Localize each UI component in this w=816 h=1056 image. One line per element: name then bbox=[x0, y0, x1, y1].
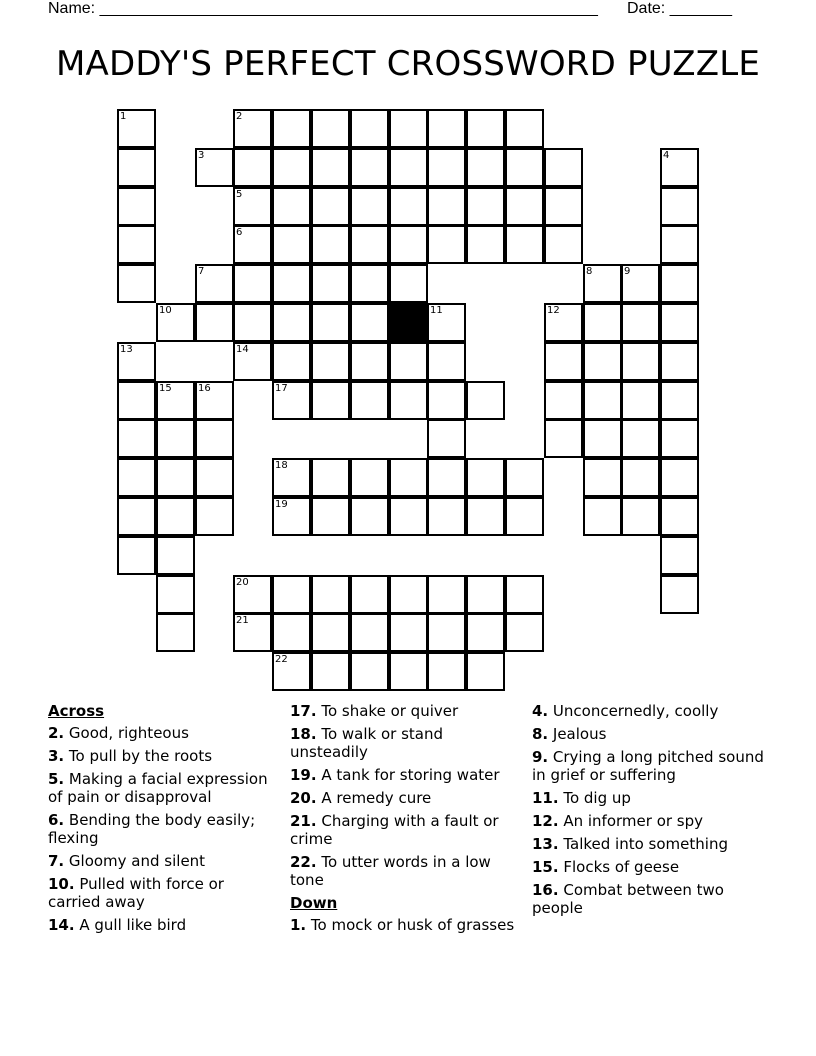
clue-item bbox=[48, 724, 278, 742]
grid-cell[interactable] bbox=[233, 225, 272, 264]
clue-text: Combat between two people bbox=[532, 881, 724, 917]
grid-cell[interactable] bbox=[544, 419, 583, 458]
grid-cell[interactable] bbox=[156, 458, 195, 497]
grid-cell[interactable] bbox=[466, 652, 505, 691]
clue-text: Making a facial expression of pain or disapproval bbox=[48, 770, 268, 806]
grid-cell[interactable] bbox=[660, 187, 699, 226]
grid-cell[interactable] bbox=[233, 342, 272, 381]
clue-text: Unconcernedly, coolly bbox=[548, 702, 719, 720]
clue-text: Jealous bbox=[548, 725, 607, 743]
grid-cell[interactable] bbox=[117, 419, 156, 458]
grid-cell[interactable] bbox=[389, 497, 428, 536]
grid-cell[interactable] bbox=[660, 575, 699, 614]
clue-number: 7 bbox=[198, 266, 205, 277]
grid-cell[interactable] bbox=[621, 497, 660, 536]
grid-cell[interactable] bbox=[621, 342, 660, 381]
clue-number: 22 bbox=[275, 654, 288, 665]
clue-list bbox=[48, 724, 278, 934]
grid-cell[interactable] bbox=[350, 187, 389, 226]
grid-cell[interactable] bbox=[427, 575, 466, 614]
clue-number: 2 bbox=[236, 111, 243, 122]
grid-cell[interactable] bbox=[389, 109, 428, 148]
grid-cell[interactable] bbox=[311, 652, 350, 691]
clue-item bbox=[48, 747, 278, 765]
grid-cell[interactable] bbox=[466, 458, 505, 497]
grid-cell[interactable] bbox=[427, 303, 466, 342]
grid-cell[interactable] bbox=[195, 148, 234, 187]
grid-cell[interactable] bbox=[272, 652, 311, 691]
clue-text: Crying a long pitched sound in grief or suffering bbox=[532, 748, 764, 784]
grid-cell[interactable] bbox=[117, 148, 156, 187]
grid-cell[interactable] bbox=[389, 342, 428, 381]
clue-item bbox=[290, 766, 522, 784]
grid-cell[interactable] bbox=[389, 225, 428, 264]
grid-cell[interactable] bbox=[505, 497, 544, 536]
date-line: Date: _______ bbox=[627, 0, 732, 17]
grid-cell[interactable] bbox=[544, 148, 583, 187]
clue-number-label: 18. bbox=[290, 725, 317, 743]
grid-cell[interactable] bbox=[311, 497, 350, 536]
name-line: Name: ________________________________________________________ bbox=[48, 0, 598, 17]
grid-cell[interactable] bbox=[311, 264, 350, 303]
grid-cell[interactable] bbox=[156, 497, 195, 536]
grid-cell[interactable] bbox=[233, 613, 272, 652]
grid-cell[interactable] bbox=[660, 536, 699, 575]
grid-cell[interactable] bbox=[272, 381, 311, 420]
grid-cell[interactable] bbox=[117, 225, 156, 264]
grid-cell[interactable] bbox=[156, 303, 195, 342]
clue-number: 1 bbox=[120, 111, 127, 122]
clue-number-label: 6. bbox=[48, 811, 65, 829]
clue-item bbox=[48, 770, 278, 806]
grid-cell[interactable] bbox=[311, 187, 350, 226]
grid-cell[interactable] bbox=[117, 109, 156, 148]
grid-cell[interactable] bbox=[350, 613, 389, 652]
grid-cell[interactable] bbox=[466, 497, 505, 536]
clue-item bbox=[48, 852, 278, 870]
grid-cell[interactable] bbox=[311, 575, 350, 614]
clue-number: 6 bbox=[236, 227, 243, 238]
clue-number: 12 bbox=[547, 305, 560, 316]
clue-number-label: 8. bbox=[532, 725, 549, 743]
grid-cell[interactable] bbox=[311, 342, 350, 381]
clue-number-label: 9. bbox=[532, 748, 549, 766]
grid-cell[interactable] bbox=[311, 109, 350, 148]
grid-cell[interactable] bbox=[117, 497, 156, 536]
clue-item bbox=[48, 875, 278, 911]
grid-cell[interactable] bbox=[156, 419, 195, 458]
grid-cell[interactable] bbox=[427, 458, 466, 497]
clue-number-label: 3. bbox=[48, 747, 65, 765]
clue-number: 19 bbox=[275, 499, 288, 510]
clue-number-label: 1. bbox=[290, 916, 307, 934]
grid-cell[interactable] bbox=[272, 458, 311, 497]
clue-number-label: 12. bbox=[532, 812, 559, 830]
clue-item bbox=[290, 725, 522, 761]
clue-number: 21 bbox=[236, 615, 249, 626]
grid-cell[interactable] bbox=[621, 264, 660, 303]
grid-cell[interactable] bbox=[544, 187, 583, 226]
clue-text: Pulled with force or carried away bbox=[48, 875, 224, 911]
grid-cell[interactable] bbox=[272, 303, 311, 342]
grid-cell[interactable] bbox=[660, 381, 699, 420]
grid-cell[interactable] bbox=[583, 381, 622, 420]
grid-cell[interactable] bbox=[272, 497, 311, 536]
down-heading: Down bbox=[290, 894, 338, 912]
clue-number: 20 bbox=[236, 577, 249, 588]
grid-cell[interactable] bbox=[350, 342, 389, 381]
clue-item bbox=[290, 853, 522, 889]
grid-cell[interactable] bbox=[389, 575, 428, 614]
grid-cell[interactable] bbox=[156, 575, 195, 614]
grid-cell[interactable] bbox=[272, 148, 311, 187]
clue-item bbox=[290, 789, 522, 807]
grid-cell[interactable] bbox=[389, 381, 428, 420]
grid-cell[interactable] bbox=[505, 575, 544, 614]
clue-text: To shake or quiver bbox=[316, 702, 459, 720]
grid-cell[interactable] bbox=[466, 225, 505, 264]
clue-number-label: 19. bbox=[290, 766, 317, 784]
clue-item bbox=[290, 812, 522, 848]
grid-cell[interactable] bbox=[544, 225, 583, 264]
grid-cell[interactable] bbox=[350, 225, 389, 264]
grid-cell[interactable] bbox=[195, 497, 234, 536]
clues-column-3 bbox=[532, 702, 772, 922]
clue-number-label: 16. bbox=[532, 881, 559, 899]
grid-cell[interactable] bbox=[389, 458, 428, 497]
grid-cell[interactable] bbox=[583, 497, 622, 536]
clue-text: Bending the body easily; flexing bbox=[48, 811, 256, 847]
clue-text: To walk or stand unsteadily bbox=[290, 725, 444, 761]
grid-cell[interactable] bbox=[272, 225, 311, 264]
grid-cell[interactable] bbox=[311, 148, 350, 187]
grid-cell[interactable] bbox=[350, 264, 389, 303]
grid-cell[interactable] bbox=[272, 613, 311, 652]
clue-item bbox=[532, 858, 772, 876]
grid-cell[interactable] bbox=[350, 652, 389, 691]
clue-number: 10 bbox=[159, 305, 172, 316]
grid-cell[interactable] bbox=[427, 342, 466, 381]
clue-number-label: 4. bbox=[532, 702, 549, 720]
clue-text: To mock or husk of grasses bbox=[306, 916, 515, 934]
clue-number-label: 5. bbox=[48, 770, 65, 788]
grid-cell[interactable] bbox=[544, 381, 583, 420]
clue-item bbox=[48, 916, 278, 934]
clue-number-label: 15. bbox=[532, 858, 559, 876]
grid-cell[interactable] bbox=[544, 303, 583, 342]
clues-column-1 bbox=[48, 702, 278, 939]
clues-column-2 bbox=[290, 702, 522, 939]
grid-cell[interactable] bbox=[389, 613, 428, 652]
grid-cell[interactable] bbox=[233, 575, 272, 614]
grid-cell[interactable] bbox=[195, 419, 234, 458]
grid-cell[interactable] bbox=[233, 264, 272, 303]
clue-text: A remedy cure bbox=[316, 789, 432, 807]
grid-cell[interactable] bbox=[466, 613, 505, 652]
grid-cell[interactable] bbox=[233, 187, 272, 226]
grid-cell[interactable] bbox=[660, 264, 699, 303]
grid-cell[interactable] bbox=[272, 264, 311, 303]
clue-text: To utter words in a low tone bbox=[290, 853, 491, 889]
grid-cell[interactable] bbox=[311, 381, 350, 420]
grid-cell[interactable] bbox=[311, 225, 350, 264]
clue-text: To pull by the roots bbox=[64, 747, 213, 765]
clue-text: A tank for storing water bbox=[316, 766, 500, 784]
grid-cell[interactable] bbox=[544, 342, 583, 381]
clue-number: 8 bbox=[586, 266, 593, 277]
clue-item bbox=[532, 725, 772, 743]
grid-cell[interactable] bbox=[427, 497, 466, 536]
grid-cell[interactable] bbox=[621, 419, 660, 458]
clue-list bbox=[290, 916, 522, 934]
clue-number-label: 11. bbox=[532, 789, 559, 807]
grid-cell[interactable] bbox=[156, 613, 195, 652]
grid-cell[interactable] bbox=[427, 187, 466, 226]
grid-cell[interactable] bbox=[466, 148, 505, 187]
grid-cell[interactable] bbox=[427, 419, 466, 458]
grid-cell[interactable] bbox=[427, 652, 466, 691]
grid-cell[interactable] bbox=[311, 458, 350, 497]
grid-cell[interactable] bbox=[466, 575, 505, 614]
clue-item bbox=[532, 812, 772, 830]
grid-cell[interactable] bbox=[156, 536, 195, 575]
grid-cell[interactable] bbox=[621, 303, 660, 342]
grid-cell[interactable] bbox=[272, 187, 311, 226]
clue-number-label: 22. bbox=[290, 853, 317, 871]
clue-item bbox=[532, 881, 772, 917]
clue-list bbox=[290, 702, 522, 889]
grid-cell[interactable] bbox=[466, 187, 505, 226]
grid-cell[interactable] bbox=[427, 613, 466, 652]
grid-cell[interactable] bbox=[233, 148, 272, 187]
clue-number: 11 bbox=[430, 305, 443, 316]
grid-cell[interactable] bbox=[427, 109, 466, 148]
clue-number-label: 17. bbox=[290, 702, 317, 720]
clue-item bbox=[290, 702, 522, 720]
clue-number-label: 2. bbox=[48, 724, 65, 742]
grid-cell[interactable] bbox=[272, 575, 311, 614]
grid-cell[interactable] bbox=[117, 187, 156, 226]
grid-cell[interactable] bbox=[660, 148, 699, 187]
clue-number: 14 bbox=[236, 344, 249, 355]
grid-cell[interactable] bbox=[233, 303, 272, 342]
grid-cell[interactable] bbox=[621, 458, 660, 497]
clue-item bbox=[48, 811, 278, 847]
clue-item bbox=[532, 789, 772, 807]
clue-text: To dig up bbox=[558, 789, 631, 807]
clue-number: 9 bbox=[624, 266, 631, 277]
clue-number: 13 bbox=[120, 344, 133, 355]
grid-cell[interactable] bbox=[389, 187, 428, 226]
page-title: MADDY'S PERFECT CROSSWORD PUZZLE bbox=[55, 44, 761, 84]
clue-item bbox=[532, 748, 772, 784]
grid-cell[interactable] bbox=[350, 303, 389, 342]
grid-cell[interactable] bbox=[156, 381, 195, 420]
grid-cell[interactable] bbox=[660, 458, 699, 497]
grid-cell[interactable] bbox=[350, 575, 389, 614]
clue-number-label: 10. bbox=[48, 875, 75, 893]
grid-cell[interactable] bbox=[660, 225, 699, 264]
grid-cell[interactable] bbox=[427, 381, 466, 420]
grid-cell[interactable] bbox=[389, 652, 428, 691]
clue-text: An informer or spy bbox=[558, 812, 704, 830]
grid-cell[interactable] bbox=[583, 458, 622, 497]
grid-cell[interactable] bbox=[505, 458, 544, 497]
grid-cell[interactable] bbox=[505, 109, 544, 148]
grid-cell[interactable] bbox=[660, 342, 699, 381]
grid-cell[interactable] bbox=[195, 303, 234, 342]
clue-number-label: 21. bbox=[290, 812, 317, 830]
clue-number-label: 14. bbox=[48, 916, 75, 934]
grid-cell[interactable] bbox=[117, 536, 156, 575]
grid-cell[interactable] bbox=[350, 458, 389, 497]
clue-number-label: 7. bbox=[48, 852, 65, 870]
clue-number: 17 bbox=[275, 383, 288, 394]
grid-cell[interactable] bbox=[117, 381, 156, 420]
grid-cell[interactable] bbox=[389, 264, 428, 303]
clue-number-label: 13. bbox=[532, 835, 559, 853]
grid-cell[interactable] bbox=[660, 303, 699, 342]
grid-cell[interactable] bbox=[195, 381, 234, 420]
grid-cell[interactable] bbox=[583, 264, 622, 303]
clue-text: A gull like bird bbox=[74, 916, 187, 934]
clue-text: Charging with a fault or crime bbox=[290, 812, 499, 848]
grid-cell[interactable] bbox=[621, 381, 660, 420]
clue-text: Talked into something bbox=[558, 835, 728, 853]
clue-number: 3 bbox=[198, 150, 205, 161]
grid-cell[interactable] bbox=[583, 303, 622, 342]
clue-number-label: 20. bbox=[290, 789, 317, 807]
grid-cell[interactable] bbox=[505, 187, 544, 226]
grid-cell[interactable] bbox=[311, 613, 350, 652]
grid-cell[interactable] bbox=[311, 303, 350, 342]
grid-cell[interactable] bbox=[350, 381, 389, 420]
grid-cell[interactable] bbox=[583, 419, 622, 458]
grid-cell[interactable] bbox=[660, 497, 699, 536]
across-heading: Across bbox=[48, 702, 105, 720]
clue-text: Gloomy and silent bbox=[64, 852, 206, 870]
grid-cell[interactable] bbox=[117, 458, 156, 497]
clue-item bbox=[532, 702, 772, 720]
grid-cell[interactable] bbox=[660, 419, 699, 458]
grid-cell[interactable] bbox=[427, 148, 466, 187]
clue-number: 5 bbox=[236, 189, 243, 200]
grid-cell[interactable] bbox=[466, 381, 505, 420]
grid-cell[interactable] bbox=[195, 264, 234, 303]
clue-item bbox=[532, 835, 772, 853]
grid-cell[interactable] bbox=[427, 225, 466, 264]
grid-cell[interactable] bbox=[350, 148, 389, 187]
grid-cell[interactable] bbox=[272, 342, 311, 381]
clue-number: 18 bbox=[275, 460, 288, 471]
clue-list bbox=[532, 702, 772, 917]
grid-cell[interactable] bbox=[233, 109, 272, 148]
clue-number: 15 bbox=[159, 383, 172, 394]
grid-cell[interactable] bbox=[583, 342, 622, 381]
grid-cell[interactable] bbox=[505, 613, 544, 652]
grid-cell[interactable] bbox=[117, 264, 156, 303]
grid-cell[interactable] bbox=[505, 225, 544, 264]
grid-cell[interactable] bbox=[272, 109, 311, 148]
clue-number: 16 bbox=[198, 383, 211, 394]
clue-text: Good, righteous bbox=[64, 724, 189, 742]
grid-cell[interactable] bbox=[350, 109, 389, 148]
grid-cell[interactable] bbox=[195, 458, 234, 497]
clue-text: Flocks of geese bbox=[558, 858, 680, 876]
grid-cell[interactable] bbox=[466, 109, 505, 148]
clue-item bbox=[290, 916, 522, 934]
grid-cell[interactable] bbox=[350, 497, 389, 536]
grid-cell[interactable] bbox=[117, 342, 156, 381]
clue-number: 4 bbox=[663, 150, 670, 161]
grid-cell[interactable] bbox=[389, 148, 428, 187]
black-cell bbox=[389, 303, 428, 342]
grid-cell[interactable] bbox=[505, 148, 544, 187]
